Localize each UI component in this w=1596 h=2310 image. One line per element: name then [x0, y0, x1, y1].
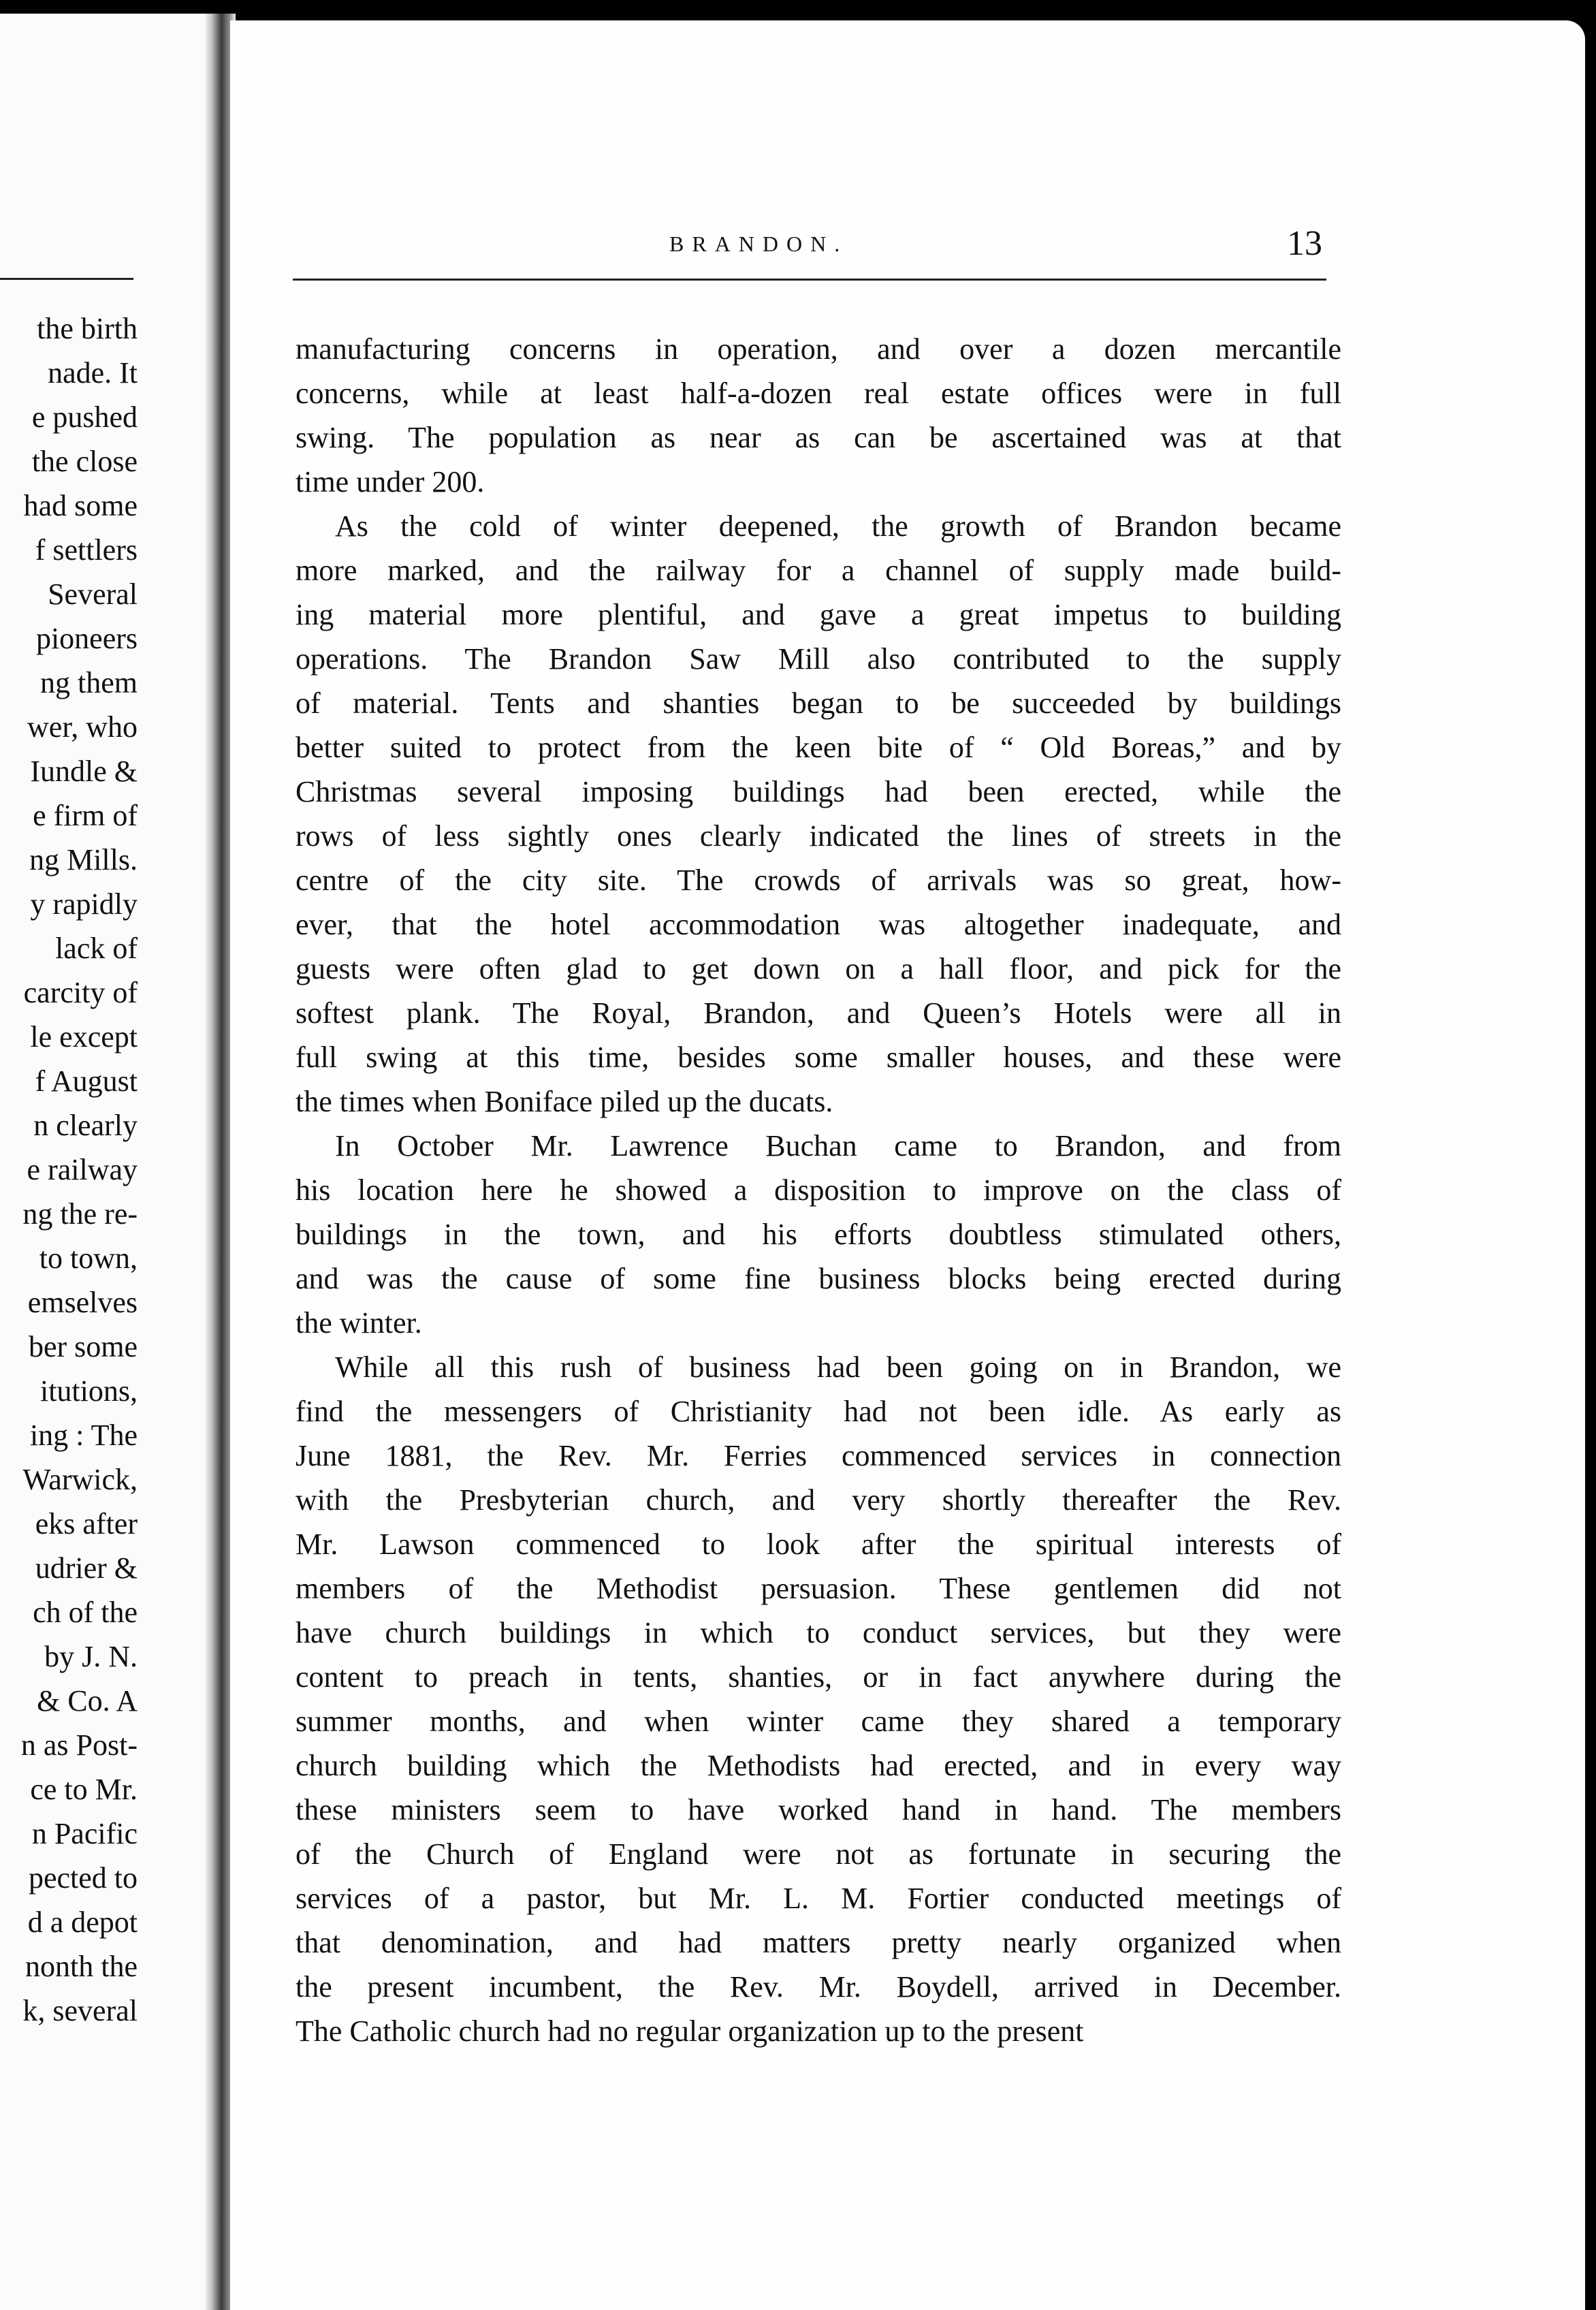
text-line: members of the Methodist persuasion. These gentlemen did not — [296, 1572, 1341, 1605]
left-page-line: wer, who — [27, 710, 138, 744]
text-line: guests were often glad to get down on a hall floor, and pick for the — [296, 952, 1341, 985]
text-line: rows of less sightly ones clearly indicated the lines of streets in the — [296, 819, 1341, 853]
left-page-line: f settlers — [35, 533, 138, 567]
left-page-line: nade. It — [48, 356, 138, 390]
text-line: operations. The Brandon Saw Mill also contributed to the supply — [296, 642, 1341, 676]
left-page-line: e railway — [27, 1153, 138, 1186]
left-page-line: ber some — [28, 1330, 138, 1363]
left-page-line: udrier & — [35, 1551, 138, 1585]
left-page-line: n clearly — [33, 1109, 138, 1142]
left-page-line: Iundle & — [30, 755, 138, 788]
left-page-line: emselves — [27, 1286, 138, 1319]
running-head-title: BRANDON. — [669, 232, 848, 256]
text-line: In October Mr. Lawrence Buchan came to Brandon, and from — [335, 1129, 1341, 1162]
left-page-line: carcity of — [23, 976, 138, 1009]
left-page-text — [21, 306, 138, 2033]
left-page-line: eks after — [35, 1507, 138, 1540]
text-line: better suited to protect from the keen bite of “ Old Boreas,” and by — [296, 731, 1341, 764]
text-line: manufacturing concerns in operation, and over a dozen mercantile — [296, 332, 1341, 366]
left-page-line: ing : The — [29, 1419, 138, 1452]
left-page-line: Several — [48, 578, 138, 611]
left-page-line: had some — [23, 489, 138, 522]
text-line: swing. The population as near as can be ascertained was at that — [296, 421, 1341, 454]
text-line: with the Presbyterian church, and very shortly thereafter the Rev. — [296, 1483, 1341, 1517]
left-page-line: y rapidly — [30, 887, 138, 921]
text-line: ever, that the hotel accommodation was altogether inadequate, and — [296, 908, 1341, 941]
text-line: find the messengers of Christianity had not been idle. As early as — [296, 1395, 1341, 1428]
left-page-line: d a depot — [27, 1905, 138, 1939]
left-page-line: ng them — [40, 666, 138, 699]
left-page-line: ch of the — [33, 1596, 138, 1629]
left-page-line: pected to — [28, 1861, 138, 1895]
left-page-line: lack of — [55, 932, 138, 965]
left-page-line: le except — [30, 1020, 138, 1054]
left-page-line: n Pacific — [31, 1817, 138, 1850]
text-line: time under 200. — [296, 465, 485, 499]
left-page-rule — [0, 278, 133, 280]
text-line: Mr. Lawson commenced to look after the spiritual interests of — [296, 1528, 1341, 1561]
left-page-line: ce to Mr. — [30, 1773, 138, 1806]
left-page-line: ng the re- — [22, 1197, 138, 1231]
left-page-line: by J. N. — [44, 1640, 138, 1673]
left-page-line: n as Post- — [20, 1728, 138, 1762]
text-line: The Catholic church had no regular organization up to the present — [296, 2014, 1084, 2048]
text-line: that denomination, and had matters pretty nearly organized when — [296, 1926, 1341, 1959]
text-line: and was the cause of some fine business blocks being erected during — [296, 1262, 1341, 1295]
text-line: his location here he showed a disposition to improve on the class of — [296, 1173, 1341, 1207]
left-page-line: e pushed — [31, 400, 138, 434]
text-line: content to preach in tents, shanties, or in fact anywhere during the — [296, 1660, 1341, 1694]
page-number: 13 — [1287, 224, 1322, 263]
left-page-line: k, several — [22, 1994, 138, 2027]
left-page-line: nonth the — [25, 1950, 138, 1983]
left-page-line: Warwick, — [22, 1463, 138, 1496]
text-line: ing material more plentiful, and gave a great impetus to building — [296, 598, 1341, 631]
text-line: the present incumbent, the Rev. Mr. Boydell, arrived in December. — [296, 1970, 1341, 2004]
text-line: services of a pastor, but Mr. L. M. Fortier conducted meetings of — [296, 1882, 1341, 1915]
left-page-line: pioneers — [35, 622, 138, 655]
left-page-line: to town, — [39, 1241, 138, 1275]
text-line: the times when Boniface piled up the ducats. — [296, 1085, 833, 1118]
text-line: church building which the Methodists had erected, and in every way — [296, 1749, 1341, 1782]
text-line: concerns, while at least half-a-dozen real estate offices were in full — [296, 377, 1341, 410]
text-line: Christmas several imposing buildings had been erected, while the — [296, 775, 1341, 808]
text-line: buildings in the town, and his efforts doubtless stimulated others, — [296, 1218, 1341, 1251]
left-page-fragment — [0, 14, 218, 2310]
text-line: While all this rush of business had been going on in Brandon, we — [335, 1350, 1341, 1384]
left-page-line: f August — [35, 1064, 138, 1098]
left-page-line: the birth — [37, 312, 138, 345]
body-text — [296, 327, 1341, 2053]
left-page-line: e firm of — [33, 799, 138, 832]
left-page-line: ng Mills. — [29, 843, 138, 876]
text-line: softest plank. The Royal, Brandon, and Queen’s Hotels were all in — [296, 996, 1341, 1030]
text-line: summer months, and when winter came they shared a temporary — [296, 1705, 1341, 1738]
text-line: have church buildings in which to conduct services, but they were — [296, 1616, 1341, 1649]
header-rule — [293, 279, 1326, 281]
left-page-line: & Co. A — [37, 1684, 138, 1718]
text-line: these ministers seem to have worked hand in hand. The members — [296, 1793, 1341, 1826]
text-line: As the cold of winter deepened, the growth of Brandon became — [335, 509, 1341, 543]
text-line: of material. Tents and shanties began to be succeeded by buildings — [296, 686, 1341, 720]
text-line: more marked, and the railway for a channel of supply made build- — [296, 554, 1341, 587]
text-line: full swing at this time, besides some smaller houses, and these were — [296, 1041, 1341, 1074]
text-line: June 1881, the Rev. Mr. Ferries commenced services in connection — [296, 1439, 1341, 1472]
left-page-line: the close — [31, 445, 138, 478]
text-line: the winter. — [296, 1306, 422, 1340]
text-line: centre of the city site. The crowds of arrivals was so great, how- — [296, 864, 1341, 897]
right-page — [230, 20, 1585, 2310]
text-line: of the Church of England were not as fortunate in securing the — [296, 1837, 1341, 1871]
left-page-line: itutions, — [39, 1374, 138, 1408]
running-head — [230, 224, 1585, 272]
